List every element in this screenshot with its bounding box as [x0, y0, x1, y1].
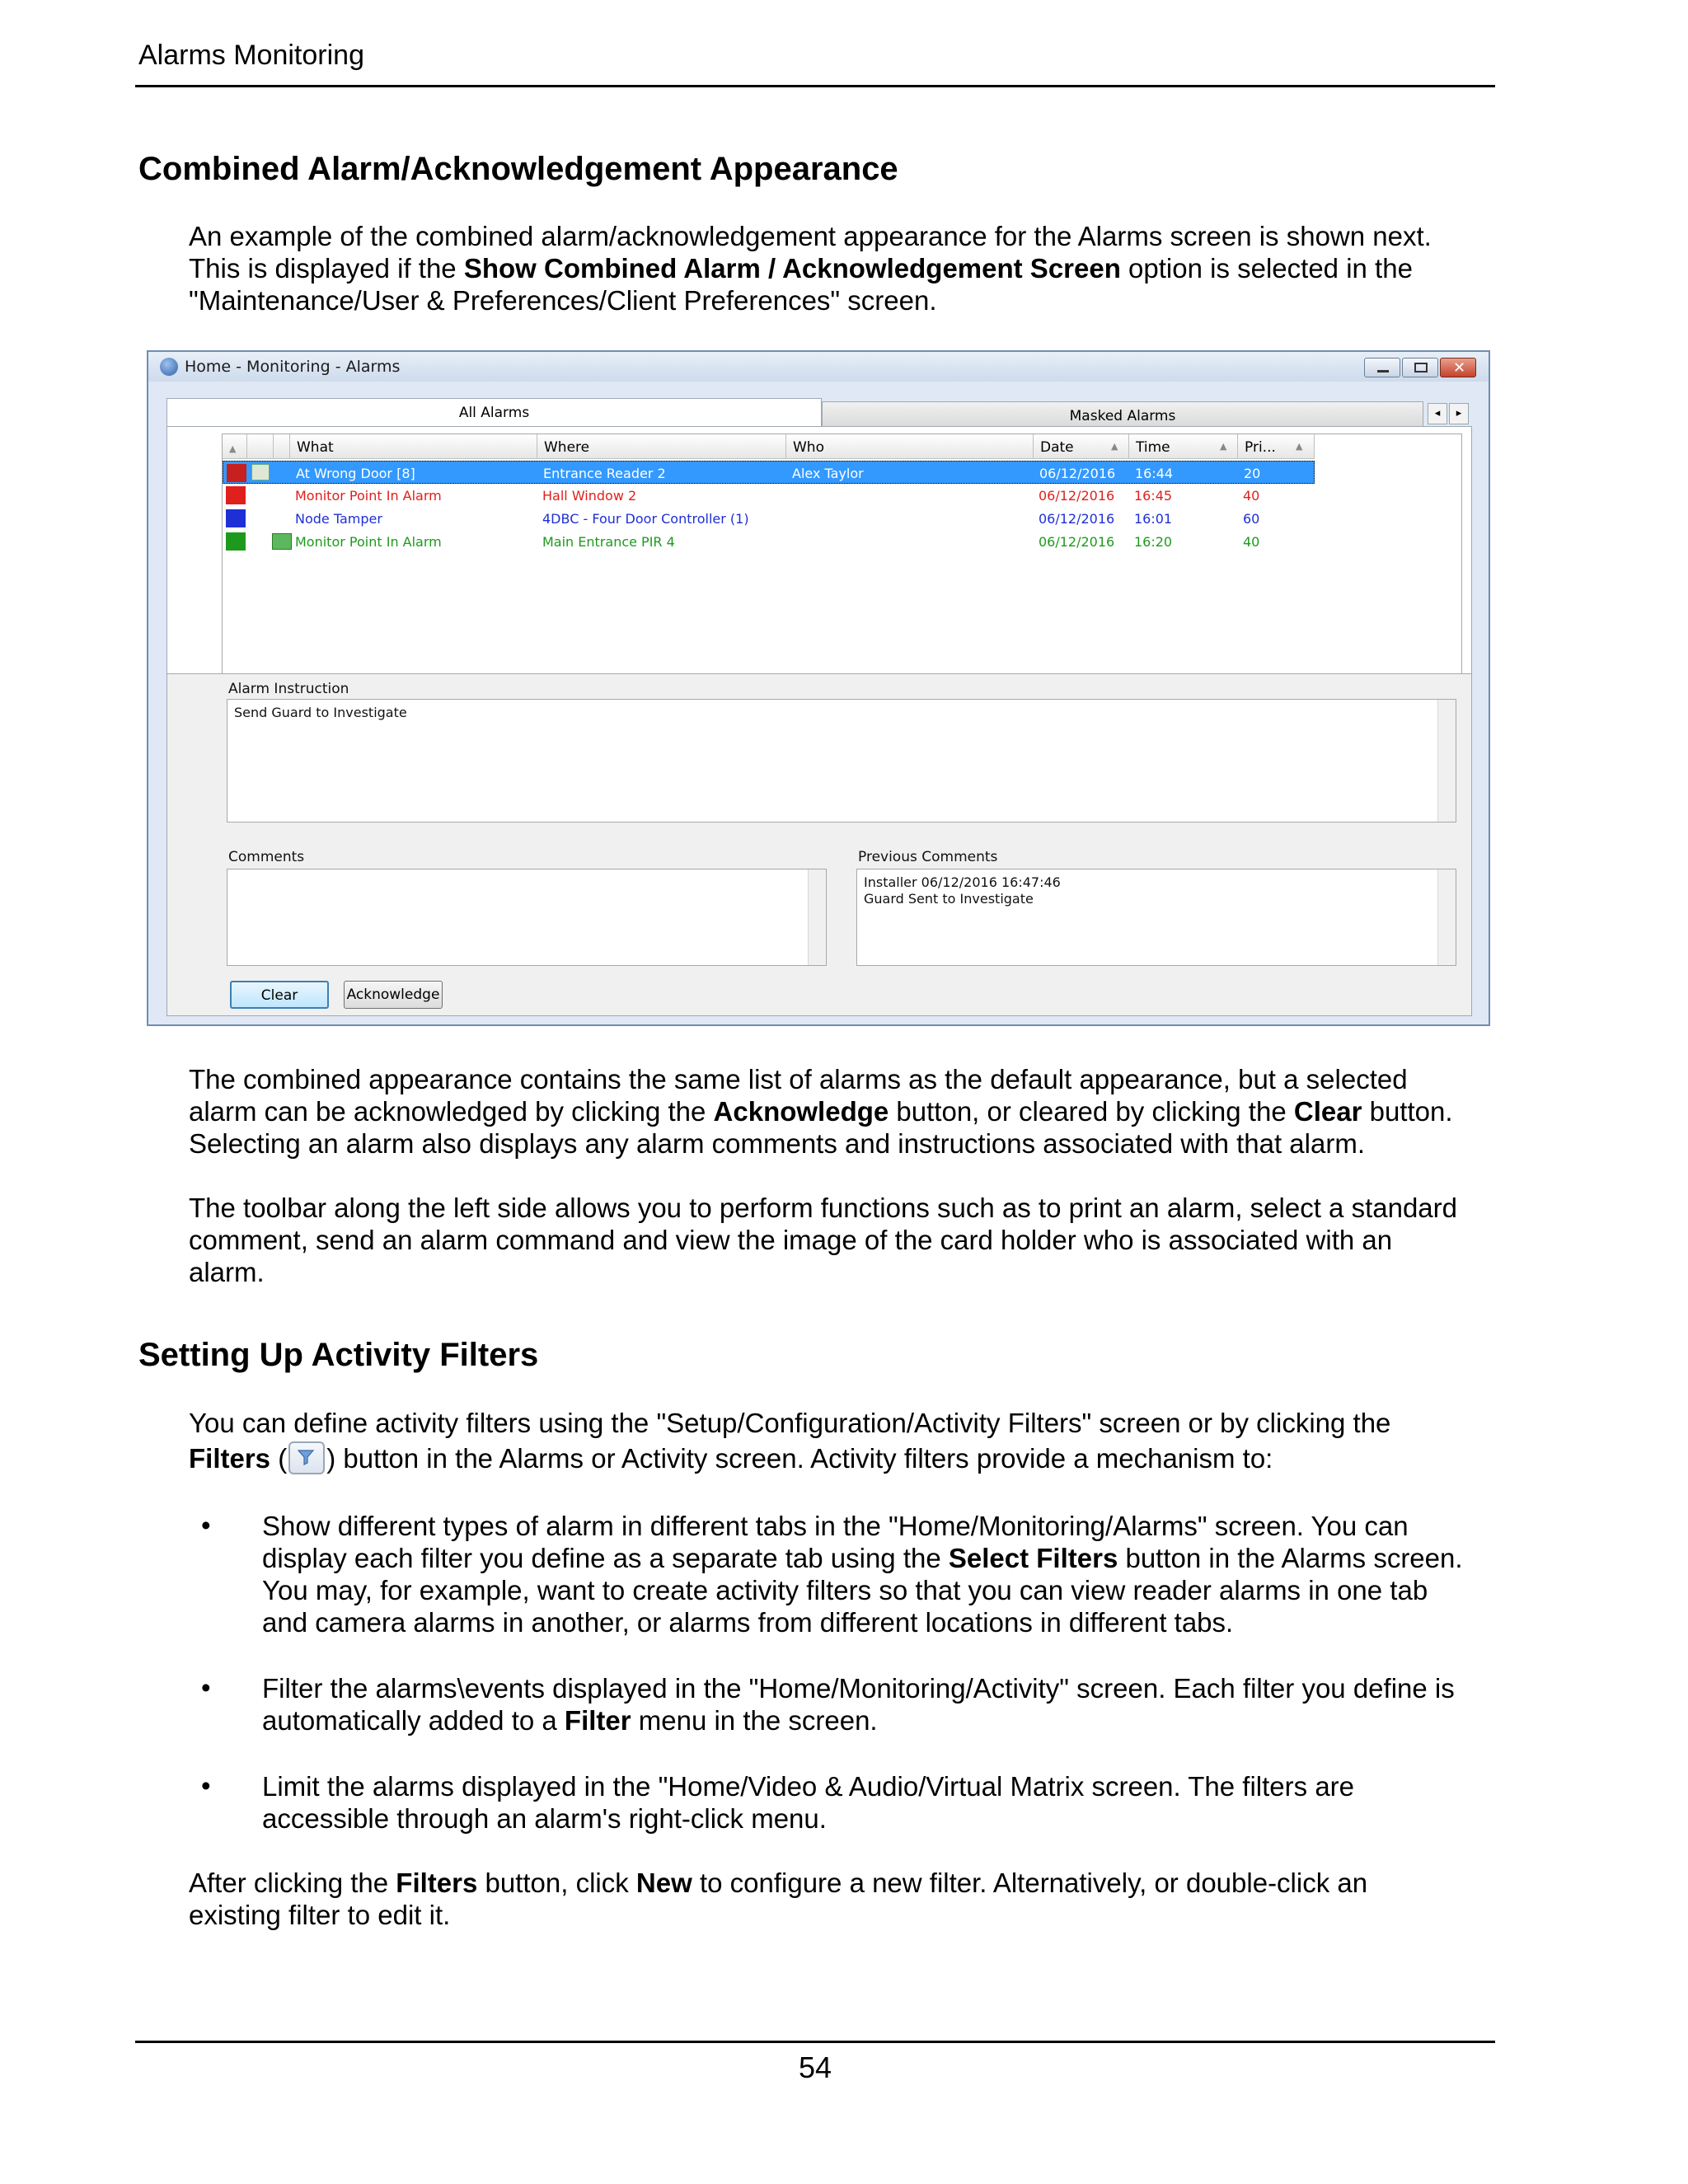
previous-comments-box[interactable] — [856, 869, 1456, 966]
filter-button-icon — [288, 1441, 325, 1474]
alarms-window-screenshot — [147, 350, 1490, 1026]
toolbar-paragraph: The toolbar along the left side allows you to perform functions such as to print an alarm, select a standard comment, send an alarm command and view the image of the card holder who is associated with an alarm. — [189, 1193, 1457, 1287]
tab-all-alarms[interactable]: All Alarms — [166, 398, 822, 428]
bullet-item: Show different types of alarm in different tabs in the "Home/Monitoring/Alarms" screen. You can display each filter you define as a separate tab using the Select Filters button in the Alarms screen. You may, for example, want to create activity filters so that you can view reader alarms in one tab and camera alarms in another, or alarms from different locations in different tabs. — [262, 1511, 1463, 1638]
alarm-date: 06/12/2016 — [1039, 488, 1115, 504]
previous-comments-scrollbar[interactable] — [1437, 869, 1456, 965]
alarm-date: 06/12/2016 — [1039, 511, 1115, 527]
tab-masked-alarms[interactable]: Masked Alarms — [822, 401, 1423, 429]
column-header-type[interactable] — [274, 434, 290, 459]
column-header-where[interactable]: Where — [537, 434, 786, 459]
tab-scroll-right[interactable]: ▸ — [1449, 403, 1469, 424]
alarm-row[interactable] — [223, 507, 1315, 530]
window-titlebar — [148, 352, 1489, 382]
alarm-where: Hall Window 2 — [542, 488, 637, 504]
footer-rule — [135, 2041, 1495, 2043]
previous-comment-line: Installer 06/12/2016 16:47:46 — [864, 874, 1061, 890]
reader-icon — [251, 464, 270, 480]
intro-paragraph: An example of the combined alarm/acknowledgement appearance for the Alarms screen is shown next. This is displayed if the Show Combined Alarm / Acknowledgement Screen option is selected in the "Maintenance/User & Preferences/Client Preferences" screen. — [189, 221, 1432, 316]
priority-color-square — [226, 486, 246, 504]
column-header-what[interactable]: What — [290, 434, 537, 459]
combined-appearance-paragraph: The combined appearance contains the same list of alarms as the default appearance, but a selected alarm can be acknowledged by clicking the Acknowledge button, or cleared by clicking the Clear button. Selecting an alarm also displays any alarm comments and instructions associated with that alarm. — [189, 1064, 1453, 1159]
clear-button[interactable]: Clear — [230, 981, 329, 1009]
window-title: Home - Monitoring - Alarms — [185, 358, 401, 376]
alarm-where: Entrance Reader 2 — [543, 466, 666, 481]
priority-color-square — [227, 464, 246, 482]
column-header-time[interactable]: Time ▲ — [1129, 434, 1238, 459]
alarm-time: 16:44 — [1135, 466, 1174, 481]
alarm-row[interactable] — [223, 461, 1315, 484]
minimize-button[interactable] — [1364, 358, 1400, 377]
instruction-scrollbar[interactable] — [1437, 700, 1456, 822]
alarm-priority: 60 — [1243, 511, 1260, 527]
previous-comment-line: Guard Sent to Investigate — [864, 891, 1034, 907]
bullet-item: Filter the alarms\events displayed in the "Home/Monitoring/Activity" screen. Each filter you define is automatically added to a Filter menu in the screen. — [262, 1673, 1455, 1736]
alarm-priority: 40 — [1243, 534, 1260, 550]
alarm-where: Main Entrance PIR 4 — [542, 534, 675, 550]
alarm-what: At Wrong Door [8] — [296, 466, 415, 481]
comments-input[interactable] — [227, 869, 827, 966]
alarm-what: Monitor Point In Alarm — [295, 488, 442, 504]
close-window-button[interactable]: ✕ — [1440, 358, 1476, 377]
comments-label: Comments — [228, 849, 305, 865]
bullet-item: Limit the alarms displayed in the "Home/Video & Audio/Virtual Matrix screen. The filters are accessible through an alarm's right-click menu. — [262, 1771, 1355, 1834]
alarm-time: 16:45 — [1134, 488, 1173, 504]
app-icon — [160, 358, 178, 376]
alarm-details-area — [166, 673, 1472, 1016]
monitor-point-icon — [272, 533, 292, 550]
filters-closing-paragraph: After clicking the Filters button, click New to configure a new filter. Alternatively, or double-click an existing filter to edit it. — [189, 1868, 1368, 1930]
bullet-marker: • — [201, 1770, 211, 1801]
column-header-date[interactable]: Date ▲ — [1034, 434, 1129, 459]
comments-scrollbar[interactable] — [808, 869, 826, 965]
page-number: 54 — [798, 2050, 832, 2084]
alarm-priority: 20 — [1244, 466, 1261, 481]
alarm-row[interactable] — [223, 484, 1315, 507]
previous-comments-label: Previous Comments — [858, 849, 998, 865]
running-header: Alarms Monitoring — [138, 40, 364, 71]
bullet-marker: • — [201, 1510, 211, 1540]
priority-color-square — [226, 509, 246, 527]
alarm-time: 16:01 — [1134, 511, 1173, 527]
alarm-tab-body — [166, 426, 1472, 690]
alarm-where: 4DBC - Four Door Controller (1) — [542, 511, 749, 527]
alarm-priority: 40 — [1243, 488, 1260, 504]
header-rule — [135, 85, 1495, 87]
alarm-list-area — [166, 398, 1472, 690]
alarm-instruction-box[interactable] — [227, 699, 1456, 823]
priority-color-square — [226, 532, 246, 551]
tab-scroll-left[interactable]: ◂ — [1428, 403, 1447, 424]
alarm-time: 16:20 — [1134, 534, 1173, 550]
alarm-who: Alex Taylor — [792, 466, 864, 481]
alarm-instruction-text: Send Guard to Investigate — [234, 705, 407, 720]
alarm-instruction-label: Alarm Instruction — [228, 681, 349, 697]
column-header-who[interactable]: Who — [786, 434, 1034, 459]
acknowledge-button[interactable]: Acknowledge — [344, 981, 443, 1009]
alarm-date: 06/12/2016 — [1039, 466, 1116, 481]
alarm-grid — [222, 434, 1462, 681]
section-heading-combined: Combined Alarm/Acknowledgement Appearance — [138, 151, 898, 187]
column-header-priority[interactable]: Pri... ▲ — [1238, 434, 1315, 459]
alarm-row[interactable] — [223, 530, 1315, 553]
column-header-icon[interactable] — [247, 434, 274, 459]
section-heading-activity-filters: Setting Up Activity Filters — [138, 1337, 539, 1373]
sort-indicator-header[interactable]: ▲ — [223, 434, 247, 459]
bullet-marker: • — [201, 1672, 211, 1703]
filters-intro-paragraph: You can define activity filters using the "Setup/Configuration/Activity Filters" screen or by clicking the Filters ( ) button in the Alarms or Activity screen. Activity filters provide a mechanism to: — [189, 1408, 1391, 1474]
alarm-what: Monitor Point In Alarm — [295, 534, 442, 550]
alarm-what: Node Tamper — [295, 511, 382, 527]
alarm-date: 06/12/2016 — [1039, 534, 1115, 550]
maximize-button[interactable] — [1402, 358, 1438, 377]
